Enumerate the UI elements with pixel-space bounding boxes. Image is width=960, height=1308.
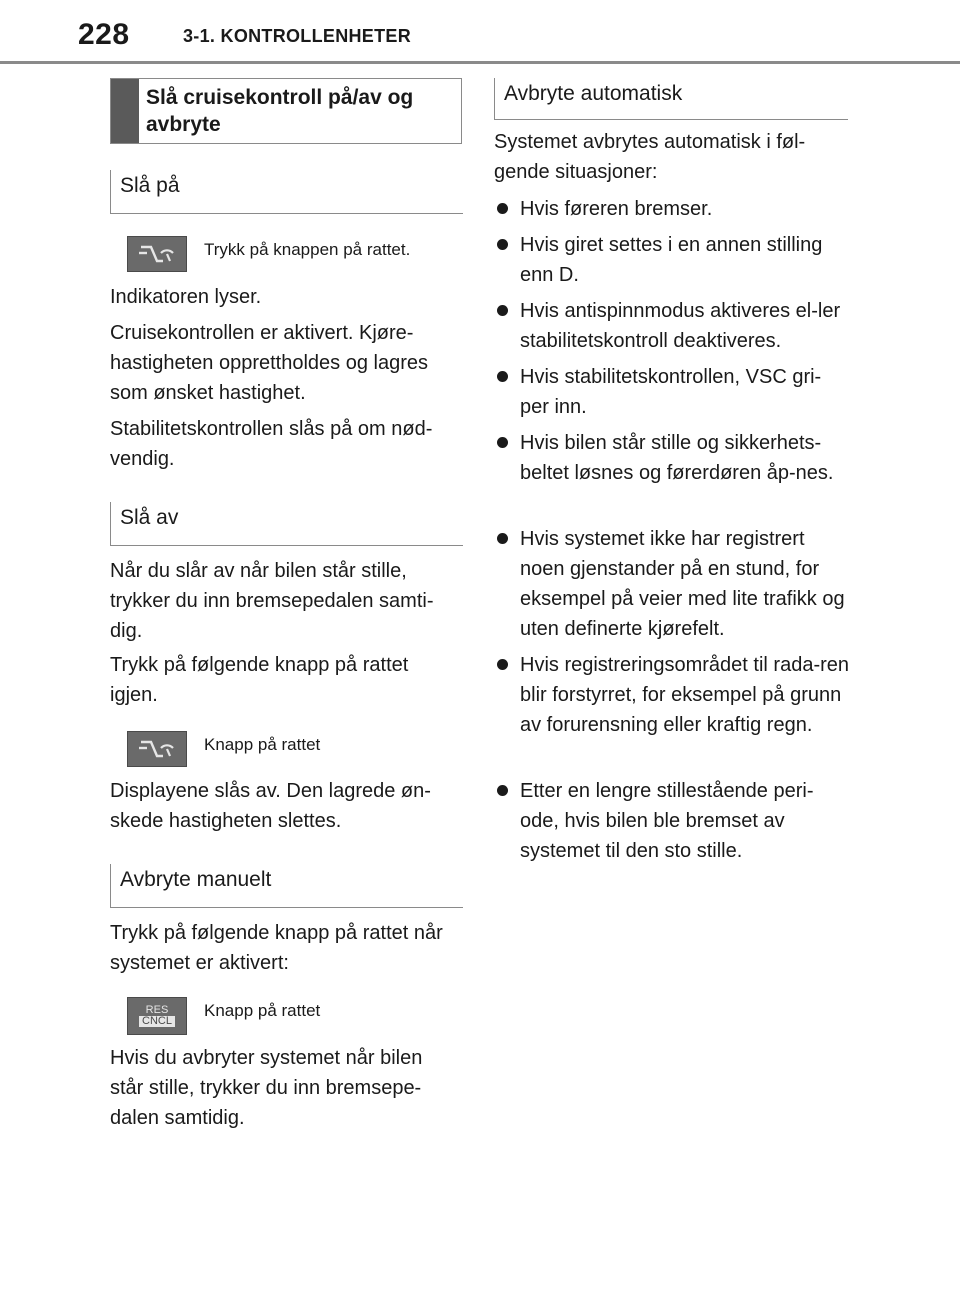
bullet-item: Hvis føreren bremser.	[520, 198, 713, 220]
res-cncl-button-icon	[127, 997, 187, 1035]
page-number: 228	[78, 18, 130, 51]
header-rule	[0, 61, 960, 64]
paragraph: Trykk på følgende knapp på rattet når systemet er aktivert:	[110, 922, 443, 974]
icon-caption: Trykk på knappen på rattet.	[204, 240, 411, 259]
heading-label: Slå på	[120, 174, 180, 197]
cncl-label: CNCL	[139, 1016, 175, 1027]
heading-label: Slå av	[120, 506, 179, 529]
icon-caption: Knapp på rattet	[204, 1001, 321, 1020]
heading-label: Avbryte manuelt	[120, 868, 272, 891]
bullet-item: Hvis systemet ikke har registrert noen gjenstander på en stund, for eksempel på veier med lite trafikk og uten definerte kjørefelt.	[520, 528, 845, 640]
bullet-item: Hvis bilen står stille og sikkerhets-beltet løsnes og førerdøren åp-nes.	[520, 432, 834, 484]
cruise-steering-icon-graphic	[137, 241, 177, 267]
heading-sla-pa	[110, 170, 463, 214]
paragraph: Cruisekontrollen er aktivert. Kjøre-hastigheten opprettholdes og lagres som ønsket hastighet.	[110, 322, 429, 404]
bullet-item: Hvis registreringsområdet til rada-ren blir forstyrret, for eksempel på grunn av forurensning eller kraftig regn.	[520, 654, 850, 736]
bullet-item: Hvis giret settes i en annen stilling enn D.	[520, 234, 823, 286]
section-title: Slå cruisekontroll på/av og avbryte	[146, 86, 414, 136]
heading-label: Avbryte automatisk	[504, 82, 683, 105]
heading-sla-av	[110, 502, 463, 546]
bullet-dot	[497, 533, 508, 544]
bullet-dot	[497, 785, 508, 796]
icon-caption: Knapp på rattet	[204, 735, 321, 754]
chapter-title: 3-1. KONTROLLENHETER	[183, 26, 412, 46]
paragraph: Trykk på følgende knapp på rattet igjen.	[110, 654, 409, 706]
res-cncl-label	[139, 1005, 175, 1027]
bullet-item: Hvis stabilitetskontrollen, VSC gri-per inn.	[520, 366, 822, 418]
paragraph: Systemet avbrytes automatisk i føl-gende situasjoner:	[494, 131, 806, 183]
cruise-steering-icon	[127, 731, 187, 767]
bullet-dot	[497, 659, 508, 670]
paragraph: Displayene slås av. Den lagrede øn-skede hastigheten slettes.	[110, 780, 431, 832]
bullet-item: Etter en lengre stillestående peri-ode, hvis bilen ble bremset av systemet til den sto stille.	[520, 780, 814, 862]
title-accent-bar	[111, 79, 139, 143]
cruise-steering-icon-graphic	[137, 736, 177, 762]
bullet-dot	[497, 371, 508, 382]
res-label: RES	[145, 1004, 169, 1016]
heading-avbryte-manuelt	[110, 864, 463, 908]
paragraph: Indikatoren lyser.	[110, 286, 262, 308]
section-title-box	[110, 78, 462, 144]
bullet-dot	[497, 203, 508, 214]
bullet-dot	[497, 239, 508, 250]
cruise-steering-icon	[127, 236, 187, 272]
bullet-item: Hvis antispinnmodus aktiveres el-ler stabilitetskontroll deaktiveres.	[520, 300, 841, 352]
heading-avbryte-automatisk	[494, 78, 848, 120]
paragraph: Stabilitetskontrollen slås på om nød-vendig.	[110, 418, 433, 470]
bullet-dot	[497, 437, 508, 448]
paragraph: Hvis du avbryter systemet når bilen står stille, trykker du inn bremsepe-dalen samtidig.	[110, 1047, 423, 1129]
bullet-dot	[497, 305, 508, 316]
paragraph: Når du slår av når bilen står stille, trykker du inn bremsepedalen samti-dig.	[110, 560, 434, 642]
